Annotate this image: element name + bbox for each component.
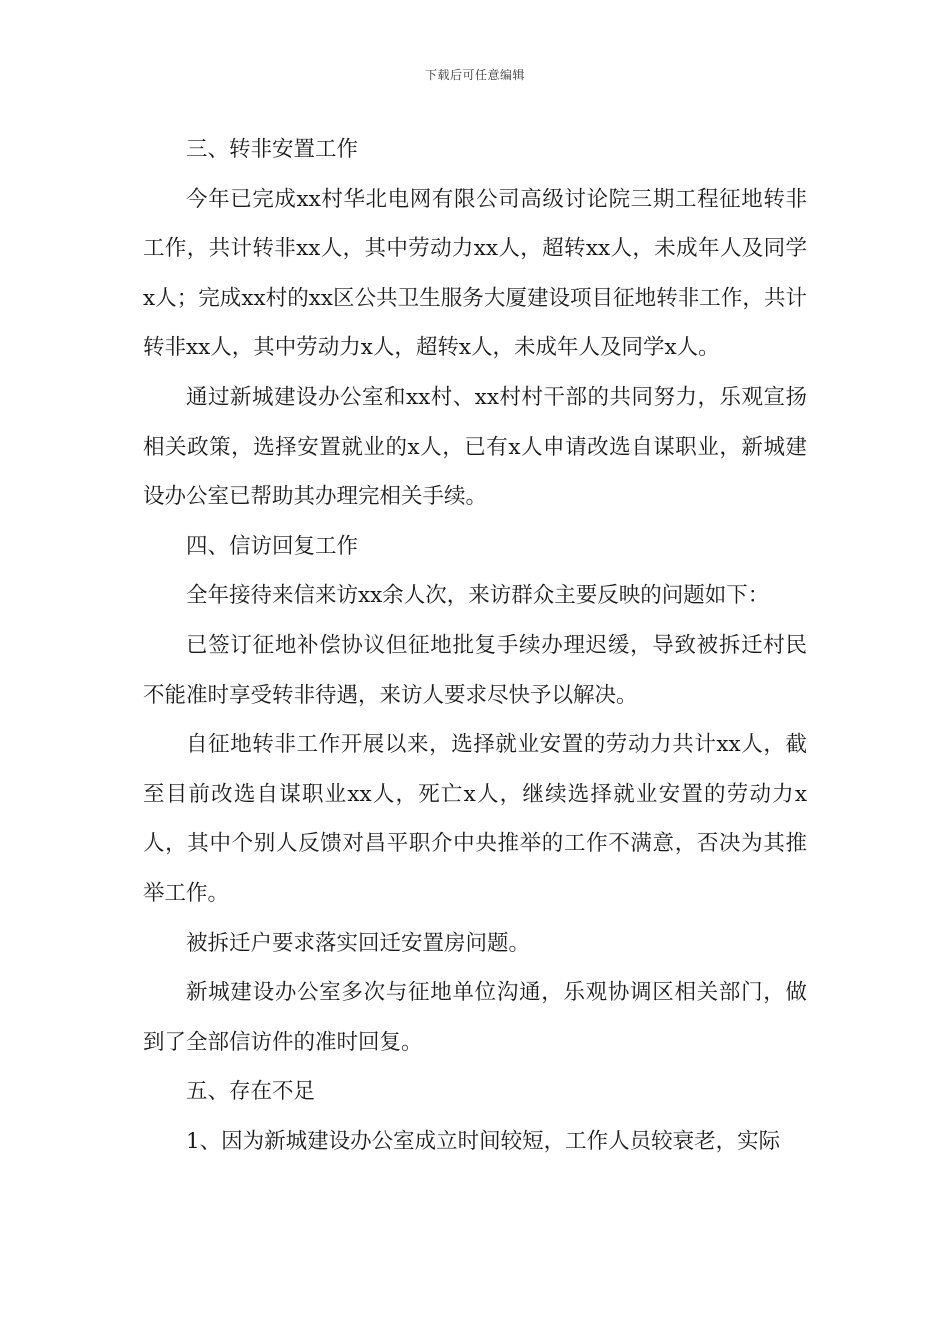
paragraph-petition-issue-1: 已签订征地补偿协议但征地批复手续办理迟缓，导致被拆迁村民不能准时享受转非待遇，来访人要求尽快予以解决。 (143, 632, 807, 708)
section-heading-petition: 四、信访回复工作 (186, 533, 359, 559)
section-heading-shortcomings: 五、存在不足 (186, 1079, 316, 1105)
section-heading-transfer: 三、转非安置工作 (186, 137, 359, 162)
paragraph-transfer-summary: 今年已完成xx村华北电网有限公司高级讨论院三期工程征地转非工作，共计转非xx人，其中劳动力xx人，超转xx人，未成年人及同学x人；完成xx村的xx区公共卫生服务大厦建设项目征地转非工作，共计转非xx人，其中劳动力x人，超转x人，未成年人及同学x人。 (143, 186, 807, 361)
paragraph-petition-intro: 全年接待来信来访xx余人次，来访群众主要反映的问题如下： (186, 583, 770, 609)
paragraph-petition-issue-3: 被拆迁户要求落实回迁安置房问题。 (186, 930, 531, 956)
paragraph-shortcoming-1: 1、因为新城建设办公室成立时间较短，工作人员较衰老，实际 (186, 1128, 781, 1154)
document-body (143, 125, 807, 1166)
paragraph-petition-response: 新城建设办公室多次与征地单位沟通，乐观协调区相关部门，做到了全部信访件的准时回复。 (143, 980, 807, 1055)
paragraph-petition-issue-2: 自征地转非工作开展以来，选择就业安置的劳动力共计xx人，截至目前改选自谋职业xx人，死亡x人，继续选择就业安置的劳动力x人，其中个别人反馈对昌平职介中央推举的工作不满意，否决为其推举工作。 (143, 732, 807, 906)
header-note: 下载后可任意编辑 (424, 68, 525, 82)
paragraph-placement: 通过新城建设办公室和xx村、xx村村干部的共同努力，乐观宣扬相关政策，选择安置就业的x人，已有x人申请改选自谋职业，新城建设办公室已帮助其办理完相关手续。 (143, 384, 807, 510)
